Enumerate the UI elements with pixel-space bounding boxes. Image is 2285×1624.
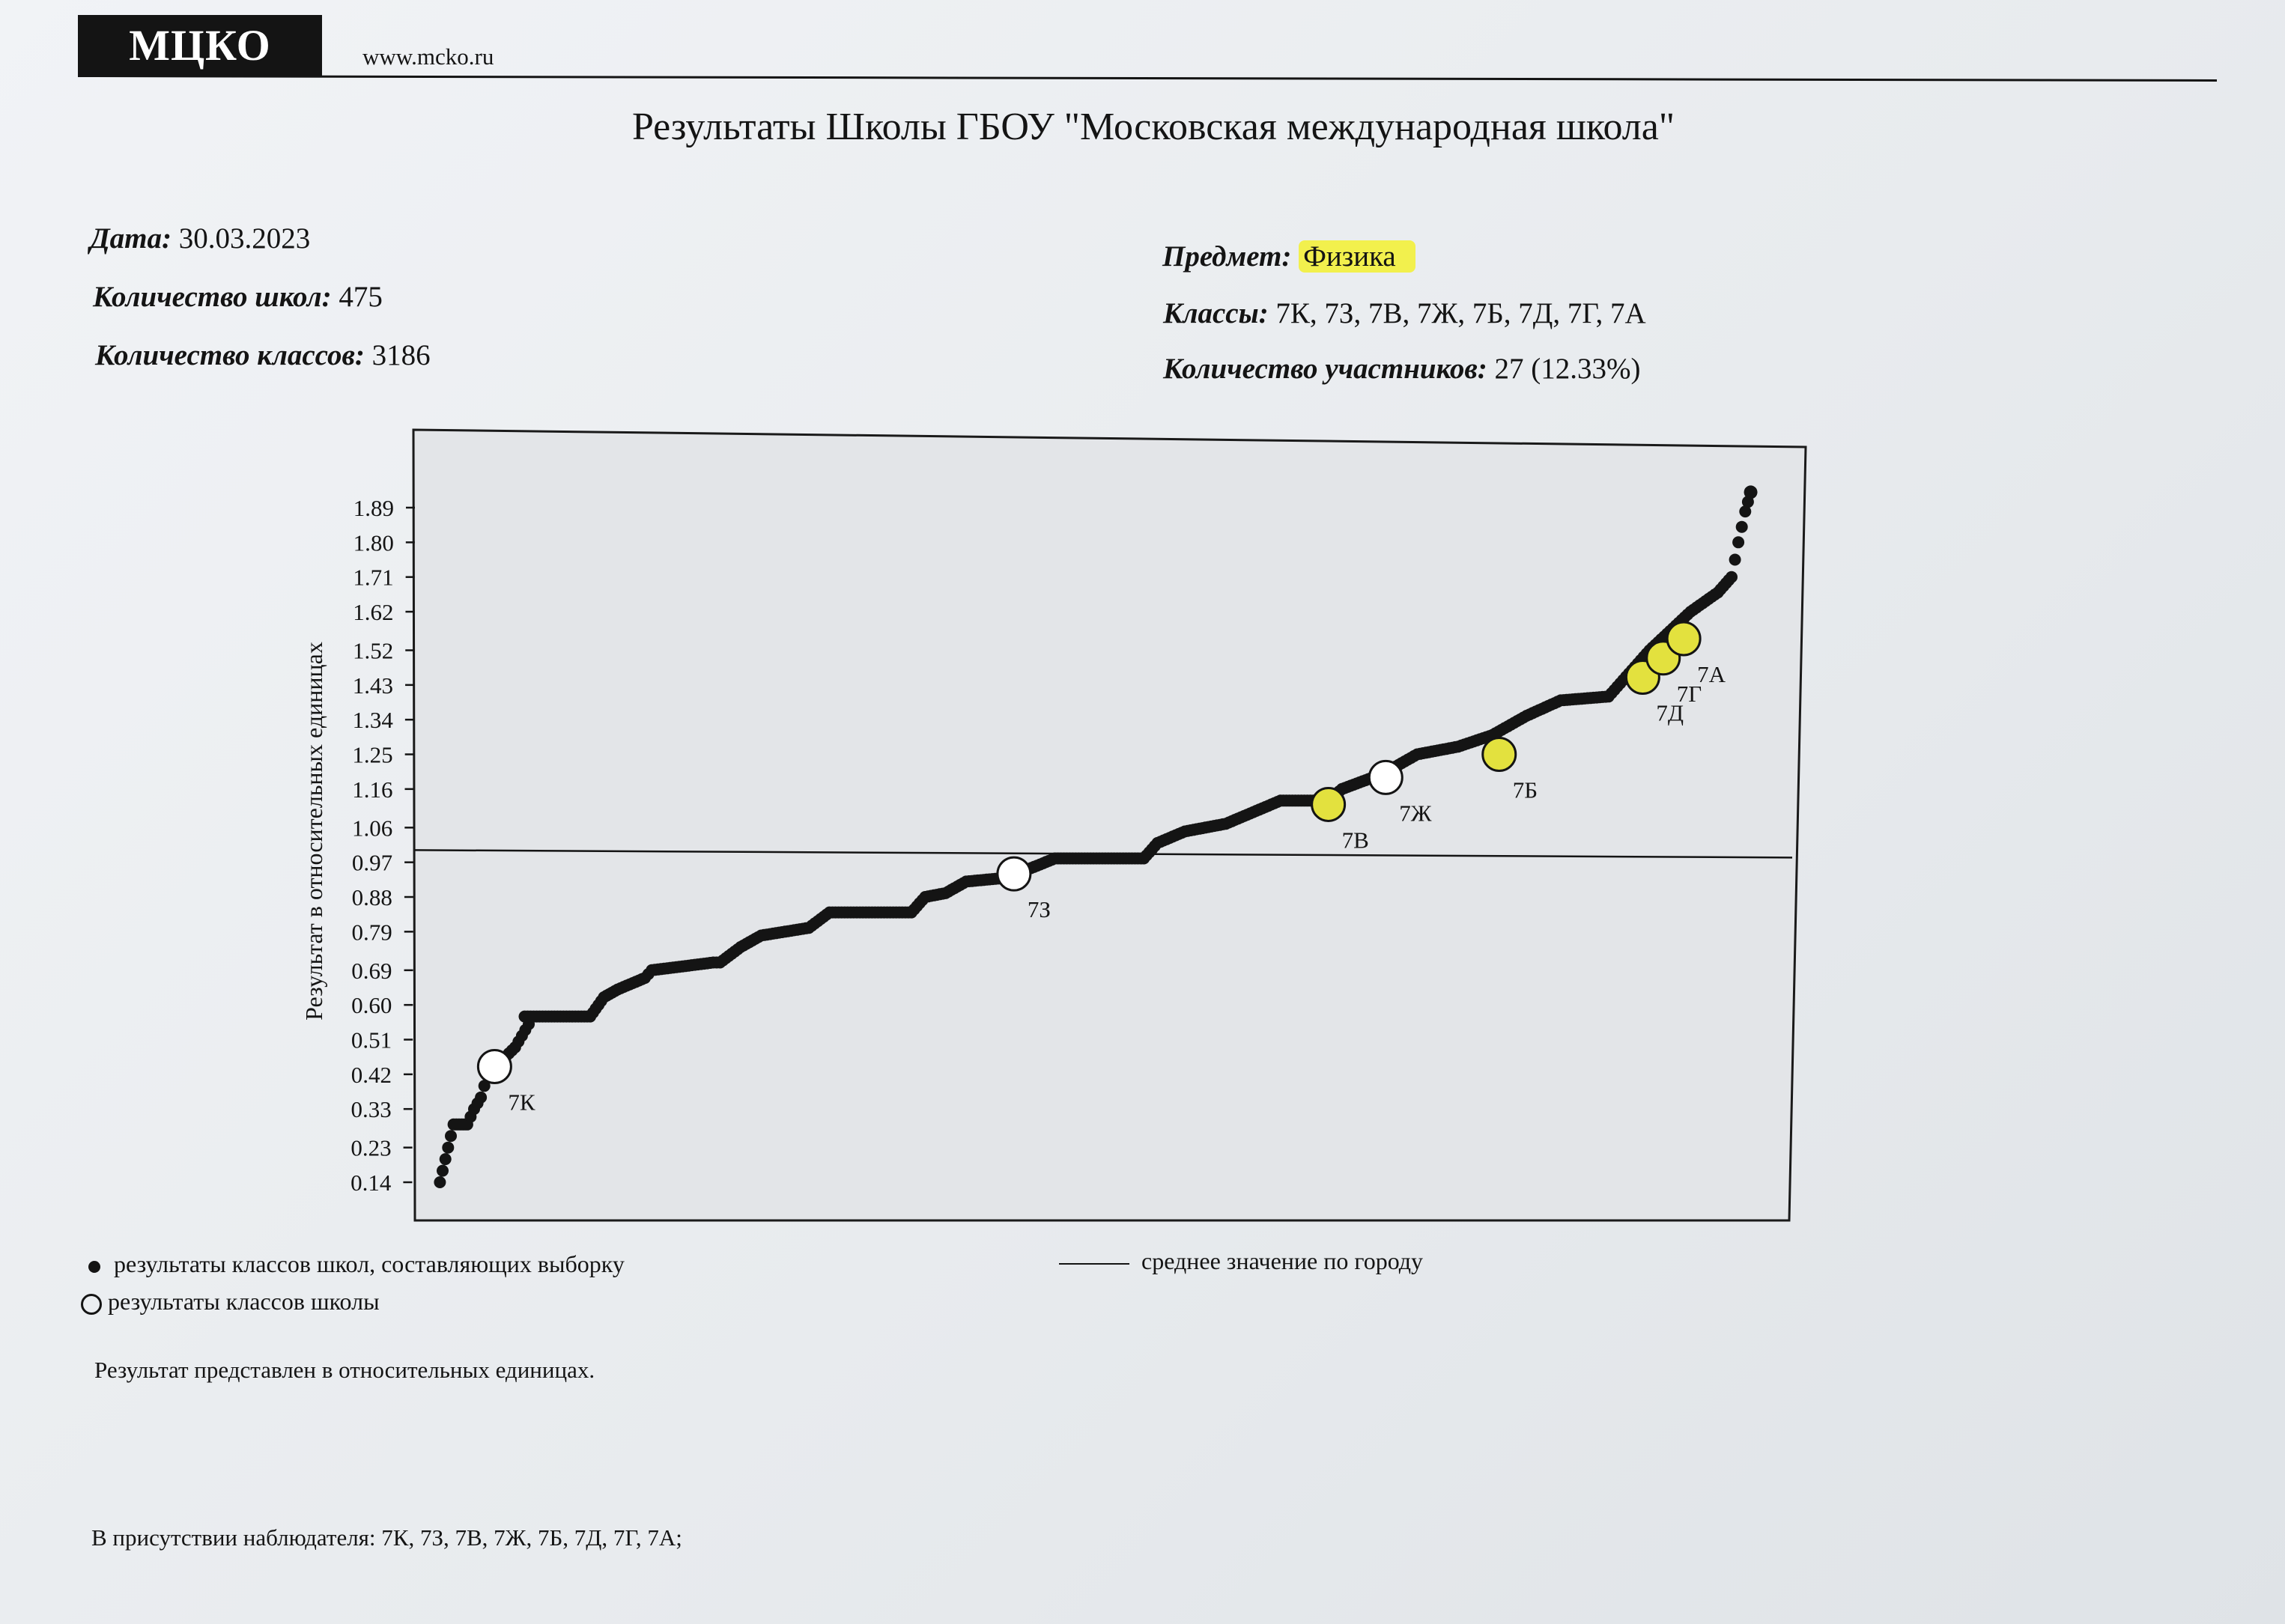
y-tick-label-7: 0.79 [351, 919, 392, 946]
sample-dot-435 [1726, 571, 1738, 583]
y-tick-label-15: 1.52 [352, 637, 394, 664]
y-tick-label-12: 1.25 [352, 741, 393, 768]
observer-note: В присутствии наблюдателя: 7К, 7З, 7В, 7Ж, 7Б, 7Д, 7Г, 7А; [91, 1524, 682, 1551]
classes-count-value: 3186 [371, 339, 431, 371]
classes-value: 7К, 7З, 7В, 7Ж, 7Б, 7Д, 7Г, 7А [1275, 297, 1646, 329]
y-tick-label-4: 0.51 [351, 1027, 392, 1053]
y-tick-label-11: 1.16 [352, 776, 393, 803]
y-axis-ticks [351, 495, 415, 1196]
class-marker-7[interactable] [1667, 622, 1700, 655]
circle-icon [81, 1294, 102, 1315]
classes-label: Классы: [1163, 297, 1269, 329]
y-tick-label-6: 0.69 [351, 957, 392, 984]
plot-frame [413, 430, 1806, 1220]
class-marker-1[interactable] [998, 857, 1031, 890]
class-marker-label-3: 7Ж [1399, 800, 1432, 827]
class-marker-label-7: 7А [1697, 661, 1726, 688]
y-tick-label-2: 0.33 [351, 1096, 392, 1123]
class-marker-4[interactable] [1483, 738, 1516, 771]
class-marker-label-2: 7В [1341, 827, 1369, 854]
y-axis-label: Результат в относительных единицах [300, 642, 327, 1021]
y-tick-label-0: 0.14 [351, 1170, 392, 1196]
dot-icon [88, 1261, 100, 1273]
y-tick-label-17: 1.71 [353, 564, 394, 591]
y-tick-label-9: 0.97 [351, 849, 393, 876]
class-marker-label-4: 7Б [1512, 776, 1538, 803]
class-marker-label-1: 7З [1027, 896, 1051, 923]
sample-dot-436 [1729, 554, 1741, 566]
class-marker-0[interactable] [478, 1050, 511, 1083]
sample-dot-438 [1736, 521, 1748, 533]
y-tick-label-8: 0.88 [351, 884, 392, 911]
y-tick-label-3: 0.42 [351, 1061, 392, 1088]
legend-mean [1059, 1247, 1423, 1275]
sample-dot-3 [442, 1142, 454, 1154]
sample-dot-437 [1732, 536, 1744, 548]
class-marker-3[interactable] [1369, 761, 1402, 794]
sample-dot-0 [434, 1176, 446, 1188]
sample-dot-14 [475, 1092, 487, 1104]
schools-value: 475 [339, 281, 383, 313]
participants-label: Количество участников: [1163, 353, 1487, 385]
legend-sample-text: результаты классов школ, составляющих выборку [114, 1250, 625, 1277]
legend-sample [88, 1250, 625, 1278]
site-url[interactable]: www.mcko.ru [362, 43, 494, 70]
line-icon [1059, 1263, 1129, 1265]
y-tick-label-10: 1.06 [352, 815, 393, 842]
date-label: Дата: [90, 222, 172, 255]
class-marker-label-0: 7К [508, 1089, 535, 1116]
y-tick-label-13: 1.34 [352, 707, 393, 734]
participants-value: 27 (12.33%) [1494, 353, 1641, 385]
units-note: Результат представлен в относительных единицах. [94, 1357, 595, 1383]
classes-count-label: Количество классов: [95, 339, 365, 371]
legend-mean-text: среднее значение по городу [1141, 1247, 1424, 1274]
class-marker-2[interactable] [1312, 788, 1345, 821]
sample-dot-2 [440, 1153, 452, 1165]
sample-dot-4 [445, 1130, 457, 1142]
subject-label: Предмет: [1162, 240, 1292, 273]
legend-school-text: результаты классов школы [108, 1288, 380, 1315]
mcko-logo: МЦКО [78, 15, 322, 76]
report-title: Результаты Школы ГБОУ "Московская международная школа" [631, 106, 1675, 148]
y-tick-label-18: 1.80 [353, 529, 394, 556]
schools-label: Количество школ: [93, 281, 332, 313]
sample-dot-1 [437, 1165, 449, 1177]
y-tick-label-19: 1.89 [353, 495, 394, 521]
subject-value: Физика [1299, 240, 1415, 273]
class-marker-label-6: 7Г [1676, 680, 1702, 707]
date-value: 30.03.2023 [178, 222, 311, 255]
y-tick-label-1: 0.23 [351, 1134, 392, 1161]
y-tick-label-16: 1.62 [353, 599, 394, 626]
class-marker-label-5: 7Д [1656, 699, 1684, 726]
legend-school [81, 1288, 380, 1316]
y-tick-label-14: 1.43 [352, 672, 394, 699]
y-tick-label-5: 0.60 [351, 992, 392, 1019]
sample-dot-441 [1744, 485, 1758, 499]
